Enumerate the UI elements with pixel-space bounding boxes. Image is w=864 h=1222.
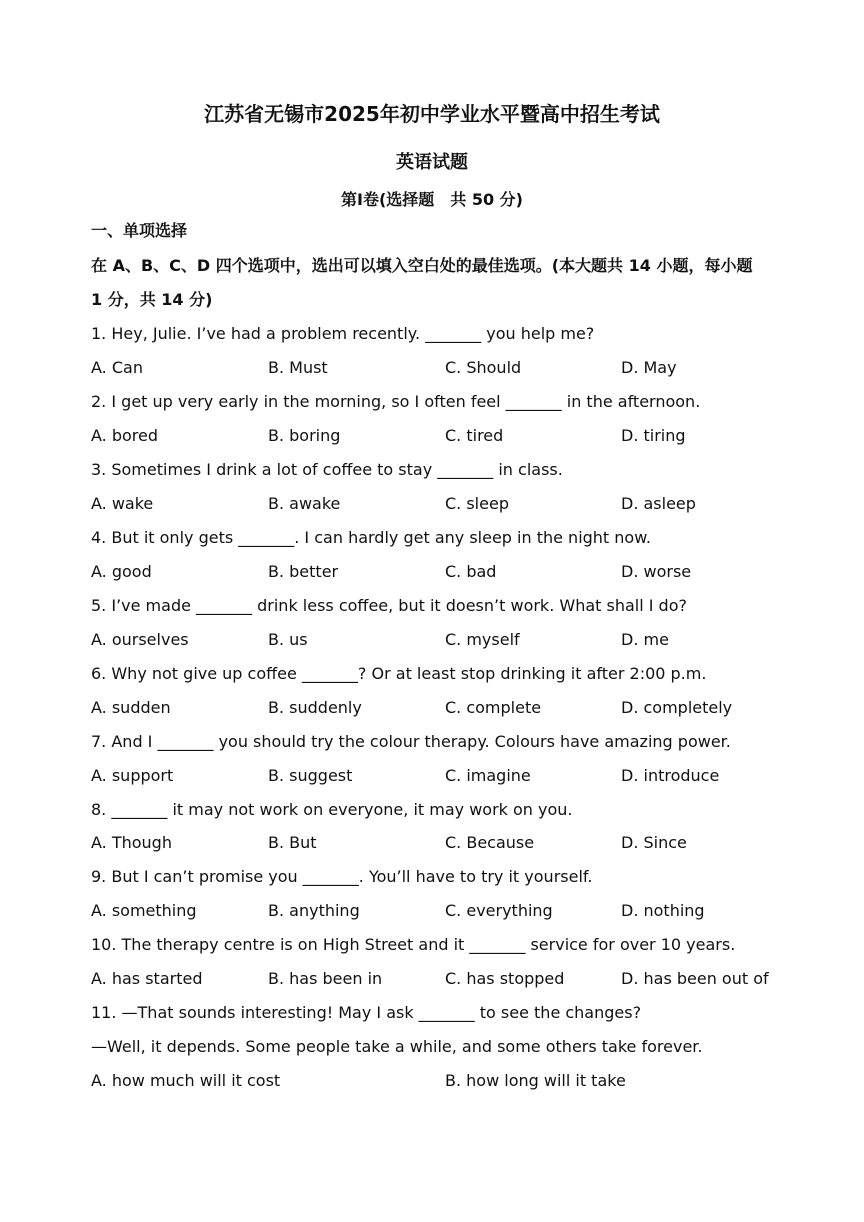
option-a: A. has started — [91, 969, 203, 988]
option-d: D. asleep — [621, 494, 696, 513]
question-options — [91, 697, 791, 719]
question-options — [91, 357, 791, 379]
option-b: B. how long will it take — [445, 1071, 626, 1090]
option-d: D. tiring — [621, 426, 686, 445]
option-c: C. myself — [445, 630, 520, 649]
option-d: D. nothing — [621, 901, 705, 920]
section-instruction-line2: 1 分，共 14 分) — [91, 290, 213, 309]
option-a: A. Can — [91, 358, 143, 377]
option-a: A. Though — [91, 833, 172, 852]
option-a: A. bored — [91, 426, 159, 445]
option-c: C. complete — [445, 698, 542, 717]
question-options — [91, 900, 791, 922]
option-b: B. anything — [268, 901, 360, 920]
option-b: B. boring — [268, 426, 341, 445]
volume-heading: 第Ⅰ卷(选择题 共 50 分) — [341, 190, 523, 209]
exam-title: 江苏省无锡市2025年初中学业水平暨高中招生考试 — [204, 102, 660, 126]
option-a: A. wake — [91, 494, 154, 513]
option-d: D. worse — [621, 562, 692, 581]
option-b: B. better — [268, 562, 339, 581]
option-b: B. awake — [268, 494, 341, 513]
question-stem: 9. But I can’t promise you _______. You’ll have to try it yourself. — [91, 867, 593, 886]
question-stem: 2. I get up very early in the morning, so I often feel _______ in the afternoon. — [91, 392, 701, 411]
question-options — [91, 561, 791, 583]
option-c: C. everything — [445, 901, 553, 920]
option-a: A. something — [91, 901, 197, 920]
question-options — [91, 1070, 791, 1092]
option-d: D. Since — [621, 833, 687, 852]
option-d: D. has been out of — [621, 969, 769, 988]
option-a: A. support — [91, 766, 174, 785]
section-heading: 一、单项选择 — [91, 221, 188, 240]
option-c: C. Should — [445, 358, 522, 377]
option-a: A. good — [91, 562, 152, 581]
question-stem: 11. —That sounds interesting! May I ask _______ to see the changes? — [91, 1003, 642, 1022]
question-stem: 3. Sometimes I drink a lot of coffee to stay _______ in class. — [91, 460, 563, 479]
question-stem: 7. And I _______ you should try the colour therapy. Colours have amazing power. — [91, 732, 731, 751]
option-d: D. me — [621, 630, 669, 649]
option-a: A. how much will it cost — [91, 1071, 281, 1090]
question-options — [91, 832, 791, 854]
option-b: B. suddenly — [268, 698, 362, 717]
question-stem: 10. The therapy centre is on High Street and it _______ service for over 10 years. — [91, 935, 736, 954]
question-stem: 6. Why not give up coffee _______? Or at least stop drinking it after 2:00 p.m. — [91, 664, 707, 683]
question-stem: 5. I’ve made _______ drink less coffee, but it doesn’t work. What shall I do? — [91, 596, 687, 615]
question-stem: 8. _______ it may not work on everyone, it may work on you. — [91, 800, 573, 819]
question-stem: 4. But it only gets _______. I can hardly get any sleep in the night now. — [91, 528, 651, 547]
option-a: A. ourselves — [91, 630, 189, 649]
option-d: D. introduce — [621, 766, 720, 785]
question-reply: —Well, it depends. Some people take a while, and some others take forever. — [91, 1037, 703, 1056]
option-c: C. imagine — [445, 766, 531, 785]
option-c: C. tired — [445, 426, 504, 445]
question-options — [91, 968, 791, 990]
section-instruction-line1: 在 A、B、C、D 四个选项中，选出可以填入空白处的最佳选项。(本大题共 14 小题，每小题 — [91, 256, 753, 275]
question-options — [91, 425, 791, 447]
question-options — [91, 493, 791, 515]
question-stem: 1. Hey, Julie. I’ve had a problem recently. _______ you help me? — [91, 324, 595, 343]
option-c: C. bad — [445, 562, 497, 581]
option-b: B. Must — [268, 358, 328, 377]
option-b: B. us — [268, 630, 308, 649]
option-d: D. May — [621, 358, 677, 377]
exam-subtitle: 英语试题 — [396, 152, 468, 173]
option-c: C. Because — [445, 833, 535, 852]
option-d: D. completely — [621, 698, 733, 717]
option-b: B. has been in — [268, 969, 383, 988]
option-b: B. suggest — [268, 766, 353, 785]
option-c: C. has stopped — [445, 969, 565, 988]
option-a: A. sudden — [91, 698, 171, 717]
option-b: B. But — [268, 833, 317, 852]
question-options — [91, 629, 791, 651]
question-options — [91, 765, 791, 787]
option-c: C. sleep — [445, 494, 509, 513]
